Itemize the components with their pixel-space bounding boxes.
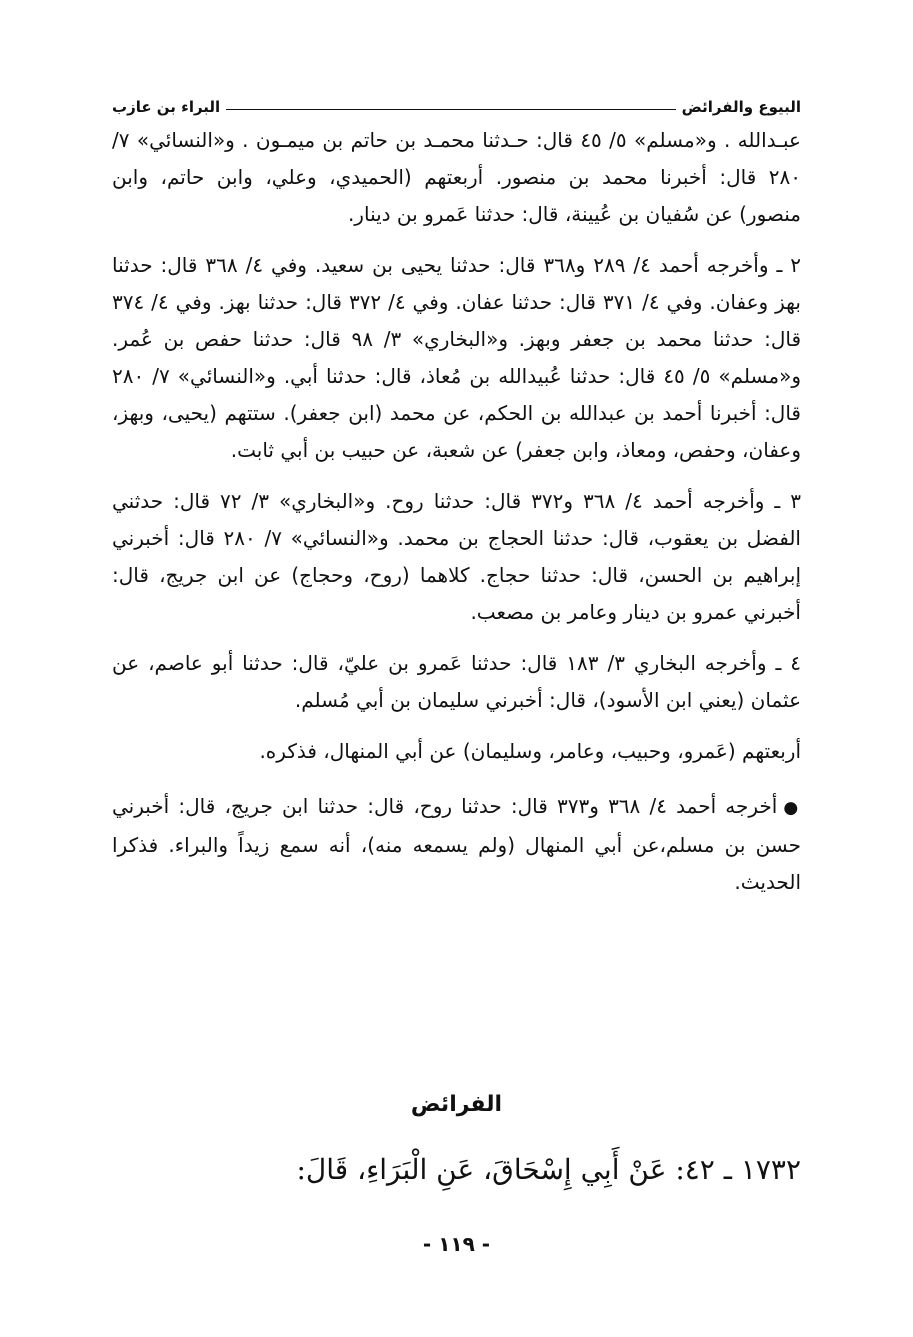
running-header: [112, 86, 801, 116]
page-number: - ١١٩ -: [422, 1232, 491, 1256]
header-narrator-name: البراء بن عازب: [112, 98, 221, 116]
paragraph-5: أربعتهم (عَمرو، وحبيب، وعامر، وسليمان) عن أبي المنهال، فذكره.: [259, 739, 801, 763]
header-rule: [226, 109, 675, 110]
paragraph-3: ٣ ـ وأخرجه أحمد ٤/ ٣٦٨ و٣٧٢ قال: حدثنا روح. و«البخاري» ٣/ ٧٢ قال: حدثني الفضل بن يعقوب، قال: حدثنا الحجاج بن محمد. و«النسائي» ٧/ ٢٨٠ قال: أخبرني إبراهيم بن الحسن، قال: حدثنا حجاج. كلاهما (روح، وحجاج) عن ابن جريج، قال: أخبرني عمرو بن دينار وعامر بن مصعب.: [112, 489, 802, 624]
paragraph-1: عبـدالله . و«مسلم» ٥/ ٤٥ قال: حـدثنا محمـد بن حاتم بن ميمـون . و«النسائي» ٧/ ٢٨٠ قال: أخبرنا محمد بن منصور. أربعتهم (الحميدي، وعلي، وابن حاتم، وابن منصور) عن سُفيان بن عُيينة، قال: حدثنا عَمرو بن دينار.: [112, 128, 801, 226]
hadith-opening: ١٧٣٢ ـ ٤٢: عَنْ أَبِي إِسْحَاقَ، عَنِ الْبَرَاءِ، قَالَ:: [296, 1153, 801, 1186]
paragraph-6: [112, 788, 801, 901]
section-title: الفرائض: [410, 1092, 503, 1117]
bullet-icon: ●: [783, 798, 801, 818]
page-body: [112, 122, 801, 901]
header-chapter-title: البيوع والفرائض: [681, 98, 801, 116]
paragraph-6-text: أخرجه أحمد ٤/ ٣٦٨ و٣٧٣ قال: حدثنا روح، قال: حدثنا ابن جريج، قال: أخبرني حسن بن مسلم،عن أبي المنهال (ولم يسمعه منه)، أنه سمع زيداً والبراء. فذكرا الحديث.: [112, 794, 801, 894]
paragraph-2: ٢ ـ وأخرجه أحمد ٤/ ٢٨٩ و٣٦٨ قال: حدثنا يحيى بن سعيد. وفي ٤/ ٣٦٨ قال: حدثنا بهز وعفان. وفي ٤/ ٣٧١ قال: حدثنا عفان. وفي ٤/ ٣٧٢ قال: حدثنا بهز. وفي ٤/ ٣٧٤ قال: حدثنا محمد بن جعفر وبهز. و«البخاري» ٣/ ٩٨ قال: حدثنا حفص بن عُمر. و«مسلم» ٥/ ٤٥ قال: حدثنا عُبيدالله بن مُعاذ، قال: حدثنا أبي. و«النسائي» ٧/ ٢٨٠ قال: أخبرنا أحمد بن عبدالله بن الحكم، عن محمد (ابن جعفر). ستتهم (يحيى، وبهز، وعفان، وحفص، ومعاذ، وابن جعفر) عن شعبة، عن حبيب بن أبي ثابت.: [112, 253, 801, 462]
paragraph-4: ٤ ـ وأخرجه البخاري ٣/ ١٨٣ قال: حدثنا عَمرو بن عليّ، قال: حدثنا أبو عاصم، عن عثمان (يعني ابن الأسود)، قال: أخبرني سليمان بن أبي مُسلم.: [112, 651, 801, 712]
